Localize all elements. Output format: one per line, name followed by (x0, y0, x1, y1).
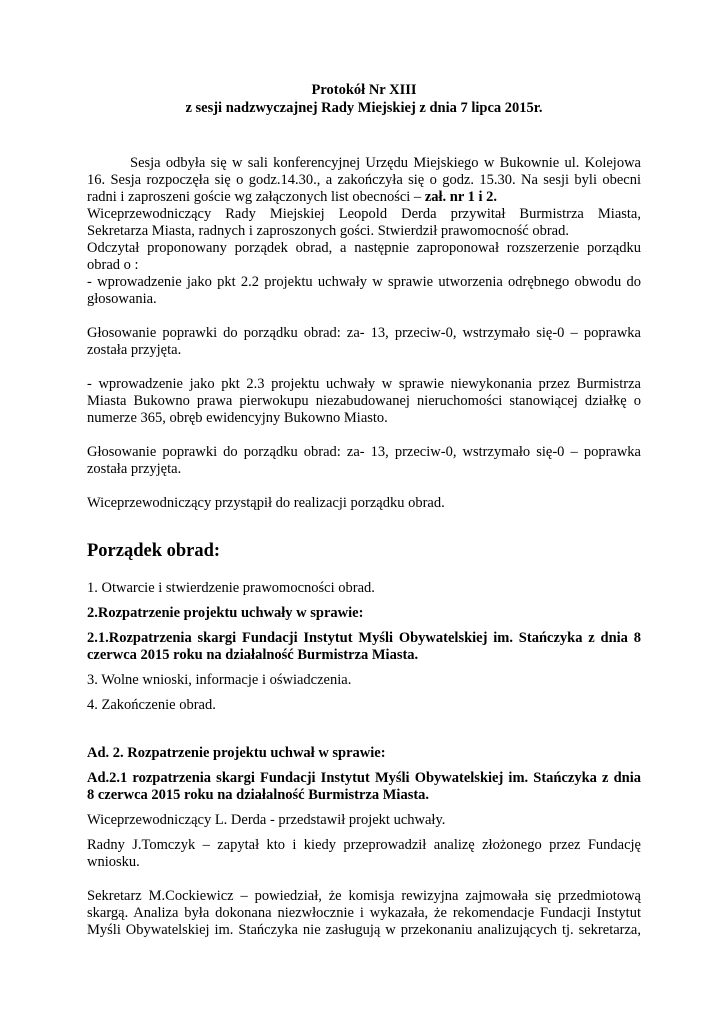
agenda-item: czerwca 2015 roku na działalność Burmistrza Miasta. (87, 647, 419, 663)
vote-result-line: została przyjęta. (87, 342, 182, 358)
agenda-item: 1. Otwarcie i stwierdzenie prawomocności obrad. (87, 580, 375, 596)
paragraph-line: Wiceprzewodniczący Rady Miejskiej Leopold Derda przywitał Burmistrza Miasta, (87, 206, 641, 222)
agenda-item: 4. Zakończenie obrad. (87, 697, 216, 713)
subsection-heading: 8 czerwca 2015 roku na działalność Burmistrza Miasta. (87, 787, 430, 803)
vote-result-line: Głosowanie poprawki do porządku obrad: za- 13, przeciw-0, wstrzymało się-0 – poprawka (87, 325, 641, 341)
paragraph-line: 16. Sesja rozpoczęła się o godz.14.30., a zakończyła się o godz. 15.30. Na sesji byli obecni (87, 172, 641, 188)
document-subtitle: z sesji nadzwyczajnej Rady Miejskiej z dnia 7 lipca 2015r. (185, 100, 543, 116)
vote-result-line: Głosowanie poprawki do porządku obrad: za- 13, przeciw-0, wstrzymało się-0 – poprawka (87, 444, 641, 460)
paragraph-line: numerze 365, obręb ewidencyjny Bukowno Miasto. (87, 410, 388, 426)
paragraph-line: Wiceprzewodniczący przystąpił do realizacji porządku obrad. (87, 495, 445, 511)
document-title: Protokół Nr XIII (311, 82, 417, 98)
paragraph-line: wniosku. (87, 854, 140, 870)
paragraph-line: Sesja odbyła się w sali konferencyjnej Urzędu Miejskiego w Bukownie ul. Kolejowa (130, 155, 641, 171)
paragraph-line: Radny J.Tomczyk – zapytał kto i kiedy przeprowadził analizę złożonego przez Fundację (87, 837, 641, 853)
agenda-heading: Porządek obrad: (87, 541, 221, 561)
agenda-item: 2.1.Rozpatrzenia skargi Fundacji Instytut Myśli Obywatelskiej im. Stańczyka z dnia 8 (87, 630, 641, 646)
paragraph-line: obrad o : (87, 257, 139, 273)
paragraph-line: Myśli Obywatelskiej im. Stańczyka nie zasługują w przekonaniu analizujących tj. sekretarza, (87, 922, 641, 938)
attachment-reference: zał. nr 1 i 2. (424, 189, 498, 205)
paragraph-line: Sekretarza Miasta, radnych i zaproszonych gości. Stwierdził prawomocność obrad. (87, 223, 569, 239)
paragraph-line: Wiceprzewodniczący L. Derda - przedstawił projekt uchwały. (87, 812, 446, 828)
vote-result-line: została przyjęta. (87, 461, 182, 477)
paragraph-line: głosowania. (87, 291, 157, 307)
paragraph-line: Miasta Bukowno prawa pierwokupu niezabudowanej nieruchomości stanowiącej działkę o (87, 393, 641, 409)
paragraph-line: Odczytał proponowany porządek obrad, a następnie zaproponował rozszerzenie porządku (87, 240, 641, 256)
section-heading: Ad. 2. Rozpatrzenie projektu uchwał w sprawie: (87, 745, 386, 761)
attendance-text: radni i zaproszeni goście wg załączonych list obecności – (87, 189, 425, 205)
paragraph-line: - wprowadzenie jako pkt 2.2 projektu uchwały w sprawie utworzenia odrębnego obwodu do (87, 274, 641, 290)
paragraph-line (87, 189, 641, 206)
paragraph-line: Sekretarz M.Cockiewicz – powiedział, że komisja rewizyjna zajmowała się przedmiotową (87, 888, 641, 904)
paragraph-line: - wprowadzenie jako pkt 2.3 projektu uchwały w sprawie niewykonania przez Burmistrza (87, 376, 641, 392)
agenda-item: 2.Rozpatrzenie projektu uchwały w sprawie: (87, 605, 364, 621)
subsection-heading: Ad.2.1 rozpatrzenia skargi Fundacji Instytut Myśli Obywatelskiej im. Stańczyka z dnia (87, 770, 641, 786)
paragraph-line: skargą. Analiza była dokonana niezwłocznie i wykazała, że rekomendacje Fundacji Instytut (87, 905, 641, 921)
agenda-item: 3. Wolne wnioski, informacje i oświadczenia. (87, 672, 352, 688)
